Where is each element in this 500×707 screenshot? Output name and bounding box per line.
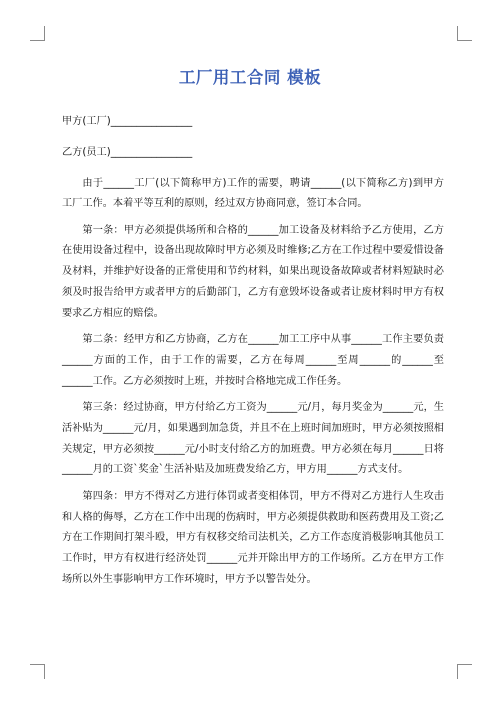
- article-1-paragraph: 第一条：甲方必须提供场所和合格的______加工设备及材料给予乙方使用，乙方在使用设备过程中，设备出现故障时甲方必须及时维修;乙方在工作过程中要爱惜设备及材料，并维护好设备的正常使用和节约材料，如果出现设备故障或者材料短缺时必须及时报告给甲方或者甲方的后勤部门，乙方有意毁坏设备或者让废材料时甲方有权要求乙方相应的赔偿。: [62, 224, 444, 319]
- article-3-paragraph: 第三条：经过协商，甲方付给乙方工资为______元/月，每月奖金为______元，生活补贴为______元/月，如果遇到加急货，并且不在上班时间加班时，甲方必须按照相关规定，甲方必须按______元/小时支付给乙方的加班费。甲方必须在每月______日将______月的工资`奖金`生活补贴及加班费发给乙方，甲方用______方式支付。: [62, 402, 444, 476]
- article-4-paragraph: 第四条：甲方不得对乙方进行体罚或者变相体罚，甲方不得对乙方进行人生攻击和人格的侮辱，乙方在工作中出现的伤病时，甲方必须提供救助和医药费用及工资;乙方在工作期间打架斗殴，甲方有权移交给司法机关，乙方工作态度消极影响其他员工工作时，甲方有权进行经济处罚______元并开除出甲方的工作场所。乙方在甲方工作场所以外生事影响甲方工作环境时，甲方予以警告处分。: [62, 490, 444, 585]
- article-2-paragraph: 第二条：经甲方和乙方协商，乙方在______加工工序中从事______工作主要负责______方面的工作，由于工作的需要，乙方在每周______至周______的______至______工作。乙方必须按时上班，并按时合格地完成工作任务。: [62, 334, 444, 387]
- party-b-field: 乙方(员工)________________: [62, 146, 193, 158]
- page-corner-mark-bottom-left: [30, 664, 45, 679]
- page-corner-mark-top-left: [30, 26, 45, 41]
- document-title: 工厂用工合同 模板: [178, 68, 322, 87]
- page-corner-mark-bottom-right: [457, 664, 472, 679]
- intro-paragraph: 由于______工厂(以下简称甲方)工作的需要，聘请______(以下简称乙方)到甲方工厂工作。本着平等互利的原则，经过双方协商同意，签订本合同。: [62, 177, 444, 210]
- document-body: [62, 112, 444, 596]
- party-a-field: 甲方(工厂)________________: [62, 116, 193, 127]
- page-corner-mark-top-right: [457, 26, 472, 41]
